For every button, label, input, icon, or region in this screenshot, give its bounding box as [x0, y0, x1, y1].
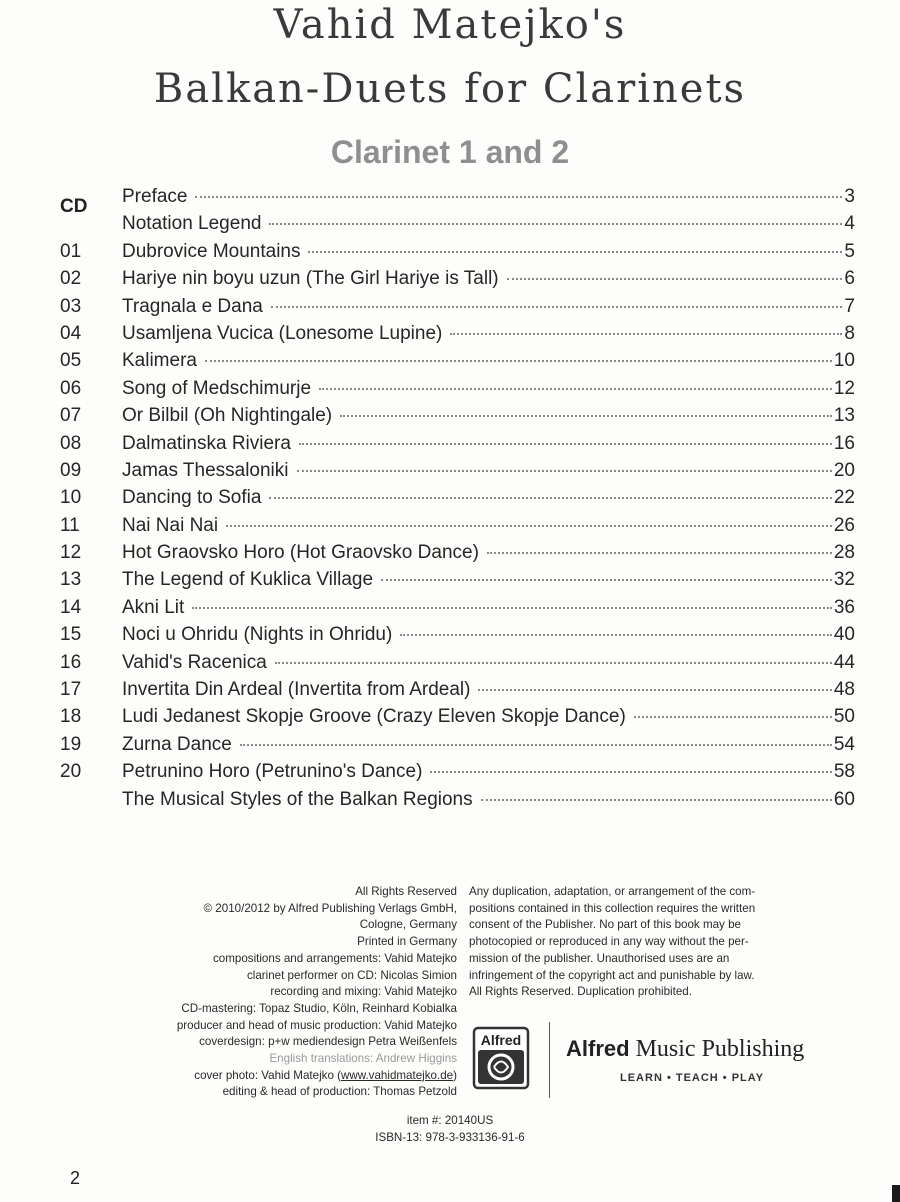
- toc-title: Notation Legend: [122, 213, 262, 235]
- toc-track-number: 10: [60, 487, 82, 509]
- toc-entry: [60, 405, 855, 432]
- toc-track-number: 04: [60, 322, 82, 344]
- toc-dot-leader: [340, 415, 832, 417]
- toc-entry: [60, 515, 855, 542]
- toc-page-number: 13: [833, 405, 855, 427]
- toc-dot-leader: [205, 360, 832, 362]
- toc-track-number: 03: [60, 295, 82, 317]
- toc-entry: [60, 679, 855, 706]
- toc-entry: [60, 213, 855, 240]
- publisher-name: [566, 1036, 804, 1063]
- toc-track-number: 01: [60, 240, 82, 262]
- publisher-name-rest: Music Publishing: [629, 1036, 805, 1062]
- toc-track-number: 20: [60, 761, 82, 783]
- toc-dot-leader: [319, 388, 832, 390]
- toc-dot-leader: [269, 223, 842, 225]
- toc-title: Jamas Thessaloniki: [122, 459, 289, 481]
- cd-column-header: CD: [60, 196, 88, 217]
- toc-page-number: 16: [833, 432, 855, 454]
- toc-track-number: 12: [60, 542, 82, 564]
- toc-title: Usamljena Vucica (Lonesome Lupine): [122, 322, 443, 344]
- toc-entry: [60, 652, 855, 679]
- book-title-line-1: Vahid Matejko's: [273, 2, 627, 48]
- toc-dot-leader: [297, 470, 832, 472]
- toc-entry: [60, 569, 855, 596]
- toc-dot-leader: [400, 634, 832, 636]
- credits-line: coverdesign: p+w mediendesign Petra Weißenfels: [199, 1035, 457, 1049]
- toc-title: Dalmatinska Riviera: [122, 432, 291, 454]
- toc-title: Nai Nai Nai: [122, 514, 219, 536]
- website-link[interactable]: www.vahidmatejko.de: [340, 1068, 454, 1082]
- toc-dot-leader: [634, 716, 832, 718]
- toc-track-number: 07: [60, 405, 82, 427]
- credits-line: clarinet performer on CD: Nicolas Simion: [246, 968, 457, 982]
- toc-title: The Musical Styles of the Balkan Regions: [122, 788, 473, 810]
- toc-dot-leader: [481, 799, 832, 801]
- toc-entry: [60, 487, 855, 514]
- scan-edge-mark: [892, 1185, 900, 1202]
- credits-line: Printed in Germany: [357, 935, 457, 949]
- toc-entry: [60, 433, 855, 460]
- toc-page-number: 40: [833, 624, 855, 646]
- toc-entry: [60, 186, 855, 213]
- toc-title: Invertita Din Ardeal (Invertita from Ardeal): [122, 679, 471, 701]
- toc-dot-leader: [271, 306, 843, 308]
- subtitle: Clarinet 1 and 2: [330, 134, 570, 170]
- isbn: ISBN-13: 978-3-933136-91-6: [375, 1131, 525, 1144]
- toc-dot-leader: [195, 196, 842, 198]
- toc-title: Hariye nin boyu uzun (The Girl Hariye is Tall): [122, 268, 499, 290]
- toc-entry: [60, 241, 855, 268]
- toc-entry: [60, 542, 855, 569]
- page-number: 2: [70, 1168, 81, 1188]
- toc-page-number: 28: [833, 542, 855, 564]
- toc-track-number: 02: [60, 268, 82, 290]
- toc-track-number: 11: [60, 514, 80, 536]
- toc-dot-leader: [381, 579, 832, 581]
- toc-entry: [60, 734, 855, 761]
- credits-line: © 2010/2012 by Alfred Publishing Verlags GmbH,: [203, 901, 457, 915]
- toc-dot-leader: [478, 689, 831, 691]
- toc-dot-leader: [430, 771, 831, 773]
- toc-title: Dubrovice Mountains: [122, 240, 301, 262]
- notice-line: mission of the publisher. Unauthorised uses are an: [469, 951, 730, 965]
- toc-dot-leader: [308, 251, 842, 253]
- toc-page-number: 8: [844, 322, 855, 344]
- toc-page-number: 6: [844, 268, 855, 290]
- toc-page-number: 3: [844, 186, 855, 207]
- notice-line: photocopied or reproduced in any way without the per-: [469, 935, 749, 949]
- toc-page-number: 50: [833, 706, 855, 728]
- copyright-notice: [469, 884, 849, 1001]
- toc-entry: [60, 706, 855, 733]
- toc-dot-leader: [226, 525, 832, 527]
- item-number: item #: 20140US: [406, 1114, 494, 1127]
- toc-page-number: 5: [844, 240, 855, 262]
- toc-track-number: 15: [60, 624, 82, 646]
- toc-entry: [60, 296, 855, 323]
- credits-line: English translations: Andrew Higgins: [269, 1052, 457, 1066]
- toc-track-number: 06: [60, 377, 82, 399]
- toc-page-number: 4: [844, 213, 855, 235]
- toc-dot-leader: [269, 497, 831, 499]
- toc-page-number: 48: [833, 679, 855, 701]
- notice-line: infringement of the copyright act and punishable by law.: [469, 968, 755, 982]
- toc-dot-leader: [299, 443, 832, 445]
- toc-title: Petrunino Horo (Petrunino's Dance): [122, 761, 423, 783]
- publisher-tagline: LEARN • TEACH • PLAY: [620, 1072, 765, 1084]
- toc-title: Akni Lit: [122, 596, 185, 618]
- toc-title: Hot Graovsko Horo (Hot Graovsko Dance): [122, 542, 479, 564]
- toc-page-number: 54: [833, 733, 855, 755]
- cover-photo-suffix: ): [453, 1068, 457, 1082]
- credits-line: recording and mixing: Vahid Matejko: [270, 985, 457, 999]
- credits-line: compositions and arrangements: Vahid Matejko: [212, 951, 457, 965]
- credits-line: producer and head of music production: Vahid Matejko: [176, 1018, 457, 1032]
- cover-photo-prefix: cover photo: Vahid Matejko (: [194, 1068, 341, 1082]
- table-of-contents: [60, 186, 855, 816]
- credits-line: Cologne, Germany: [359, 918, 457, 932]
- credits-line: editing & head of production: Thomas Petzold: [222, 1085, 457, 1099]
- toc-title: Or Bilbil (Oh Nightingale): [122, 405, 333, 427]
- toc-track-number: 18: [60, 706, 82, 728]
- toc-entry: [60, 597, 855, 624]
- toc-title: Noci u Ohridu (Nights in Ohridu): [122, 624, 393, 646]
- toc-page-number: 36: [833, 596, 855, 618]
- toc-dot-leader: [192, 607, 832, 609]
- book-title-line-2: Balkan-Duets for Clarinets: [153, 66, 747, 112]
- toc-page-number: 32: [833, 569, 855, 591]
- credits-line-cover-photo: [60, 1068, 457, 1085]
- toc-page-number: 58: [833, 761, 855, 783]
- toc-track-number: 09: [60, 459, 82, 481]
- toc-title: Vahid's Racenica: [122, 651, 267, 673]
- toc-track-number: 08: [60, 432, 82, 454]
- toc-title: Preface: [122, 186, 188, 207]
- toc-track-number: 05: [60, 350, 82, 372]
- credits-line: CD-mastering: Topaz Studio, Köln, Reinhard Kobialka: [181, 1001, 457, 1015]
- toc-entry: [60, 624, 855, 651]
- toc-title: Tragnala e Dana: [122, 295, 263, 317]
- publisher-name-bold: Alfred: [566, 1036, 630, 1061]
- notice-line: consent of the Publisher. No part of this book may be: [469, 918, 741, 932]
- toc-dot-leader: [240, 744, 832, 746]
- toc-dot-leader: [507, 278, 843, 280]
- notice-line: All Rights Reserved. Duplication prohibited.: [469, 985, 692, 999]
- credits-line: All Rights Reserved: [355, 885, 457, 898]
- toc-page-number: 44: [833, 651, 855, 673]
- notice-line: positions contained in this collection requires the written: [469, 901, 756, 915]
- toc-page-number: 7: [844, 295, 855, 317]
- toc-title: Zurna Dance: [122, 733, 232, 755]
- logo-divider: [549, 1022, 550, 1098]
- notice-line: Any duplication, adaptation, or arrangement of the com-: [469, 885, 756, 898]
- toc-entry: [60, 789, 855, 816]
- toc-page-number: 26: [833, 514, 855, 536]
- toc-title: Dancing to Sofia: [122, 487, 262, 509]
- toc-dot-leader: [450, 333, 842, 335]
- item-info: [0, 1112, 900, 1146]
- toc-page-number: 22: [833, 487, 855, 509]
- logo-text: Alfred: [480, 1032, 522, 1048]
- toc-page-number: 12: [833, 377, 855, 399]
- toc-track-number: 14: [60, 596, 82, 618]
- toc-entry: [60, 350, 855, 377]
- toc-entry: [60, 323, 855, 350]
- toc-track-number: 13: [60, 569, 82, 591]
- toc-title: The Legend of Kuklica Village: [122, 569, 374, 591]
- toc-entry: [60, 268, 855, 295]
- credits-block: [60, 884, 457, 1101]
- toc-dot-leader: [275, 662, 832, 664]
- toc-page-number: 10: [833, 350, 855, 372]
- toc-entry: [60, 460, 855, 487]
- toc-page-number: 60: [833, 788, 855, 810]
- toc-title: Kalimera: [122, 350, 197, 372]
- toc-title: Ludi Jedanest Skopje Groove (Crazy Eleven Skopje Dance): [122, 706, 626, 728]
- toc-title: Song of Medschimurje: [122, 377, 312, 399]
- toc-track-number: 17: [60, 679, 82, 701]
- toc-page-number: 20: [833, 459, 855, 481]
- toc-entry: [60, 761, 855, 788]
- toc-track-number: 16: [60, 651, 82, 673]
- toc-track-number: 19: [60, 733, 82, 755]
- toc-dot-leader: [487, 552, 832, 554]
- toc-entry: [60, 378, 855, 405]
- alfred-logo-icon: [472, 1026, 530, 1090]
